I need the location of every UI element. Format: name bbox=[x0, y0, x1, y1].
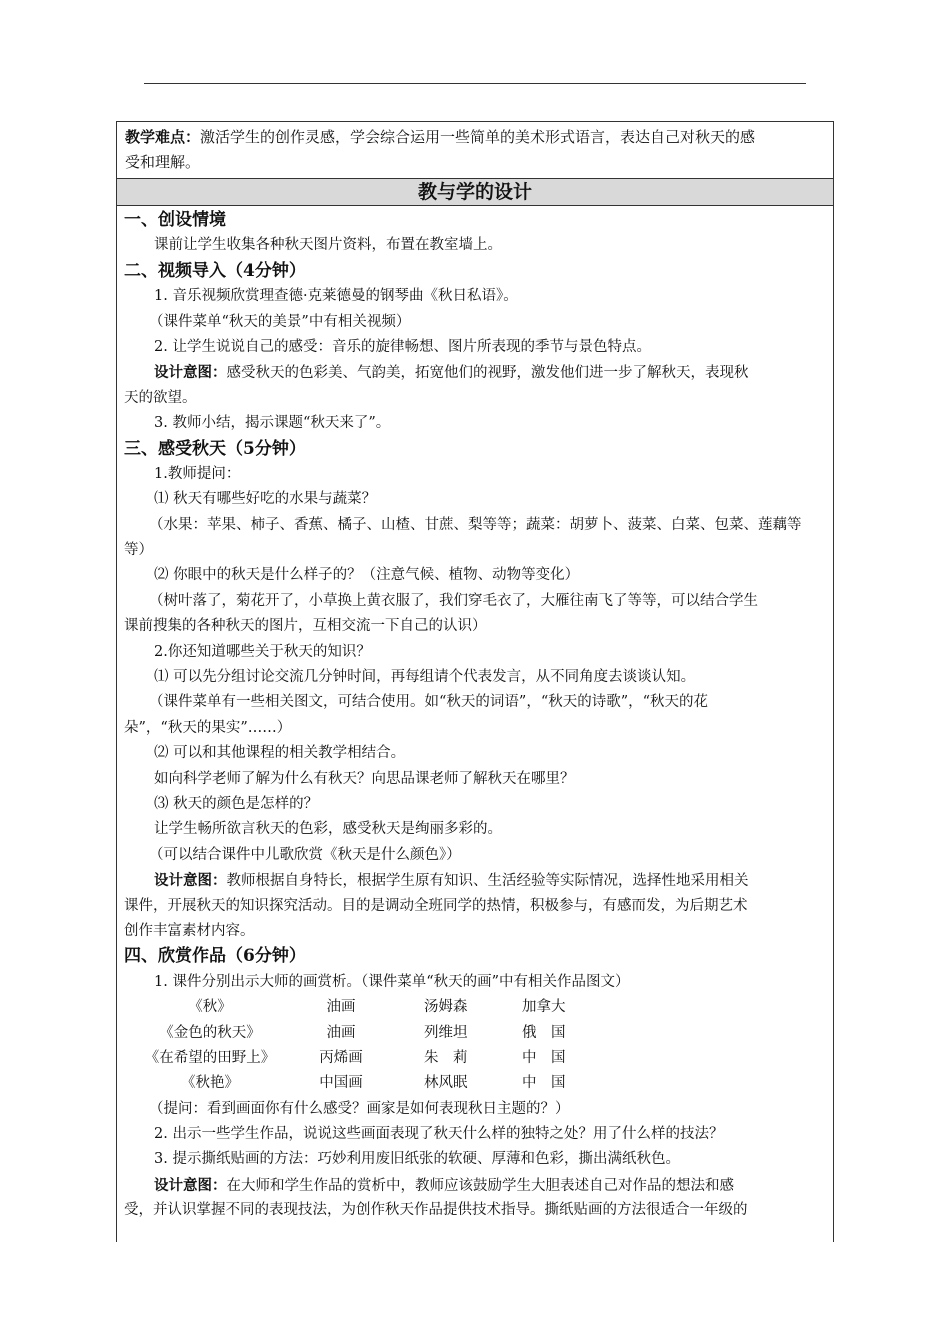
s3-line-6: （树叶落了，菊花开了，小草换上黄衣服了，我们穿毛衣了，大雁往南飞了等等，可以结合学生 bbox=[149, 592, 758, 609]
difficulty-line-1 bbox=[125, 125, 827, 150]
header-rule bbox=[144, 83, 806, 84]
artwork-row bbox=[124, 1021, 827, 1046]
artwork-country: 中 国 bbox=[522, 1075, 566, 1092]
s4-line-1: 1. 课件分别出示大师的画赏析。（课件菜单“秋天的画”中有相关作品图文） bbox=[154, 973, 630, 990]
s1-line-1: 课前让学生收集各种秋天图片资料，布置在教室墙上。 bbox=[154, 237, 502, 254]
s3-line-3: （水果：苹果、柿子、香蕉、橘子、山楂、甘蔗、梨等等；蔬菜：胡萝卜、菠菜、白菜、包菜、莲藕等 bbox=[149, 516, 802, 533]
artwork-artist: 林风眠 bbox=[424, 1075, 468, 1092]
artwork-row bbox=[124, 1046, 827, 1071]
artwork-medium: 丙烯画 bbox=[319, 1049, 363, 1066]
artwork-title: 《秋》 bbox=[188, 999, 232, 1016]
s4-line-4: 3. 提示撕纸贴画的方法：巧妙利用废旧纸张的软硬、厚薄和色彩，撕出满纸秋色。 bbox=[154, 1151, 680, 1168]
artwork-medium: 油画 bbox=[326, 999, 356, 1016]
s4-intent-line-1 bbox=[124, 1173, 827, 1198]
difficulty-text-2: 受和理解。 bbox=[125, 153, 201, 172]
s3-intent-label: 设计意图： bbox=[154, 872, 227, 890]
artwork-artist: 列维坦 bbox=[424, 1024, 468, 1041]
s3-line-15: 让学生畅所欲言秋天的色彩，感受秋天是绚丽多彩的。 bbox=[154, 821, 502, 838]
difficulty-label: 教学难点： bbox=[125, 128, 201, 146]
lesson-plan-table bbox=[116, 121, 834, 1242]
s3-line-12: ⑵ 可以和其他课程的相关教学相结合。 bbox=[154, 745, 406, 762]
artwork-title: 《在希望的田野上》 bbox=[144, 1049, 276, 1066]
artwork-country: 俄 国 bbox=[522, 1024, 566, 1041]
s3-intent-text-2: 课件，开展秋天的知识探究活动。目的是调动全班同学的热情，积极参与，有感而发，为后期艺术 bbox=[124, 897, 748, 914]
s3-line-9: ⑴ 可以先分组讨论交流几分钟时间，再每组请个代表发言，从不同角度去谈谈认知。 bbox=[154, 669, 696, 686]
s3-line-13: 如向科学老师了解为什么有秋天？向思品课老师了解秋天在哪里？ bbox=[154, 770, 575, 787]
s3-line-8: 2.你还知道哪些关于秋天的知识？ bbox=[154, 643, 371, 660]
artwork-country: 中 国 bbox=[522, 1049, 566, 1066]
design-heading: 教与学的设计 bbox=[117, 179, 833, 206]
s3-line-1: 1.教师提问： bbox=[154, 465, 241, 482]
s4-intent-label: 设计意图： bbox=[154, 1176, 227, 1194]
s2-line-2: （课件菜单“秋天的美景”中有相关视频） bbox=[149, 313, 411, 330]
section-title-4: 四、欣赏作品（6分钟） bbox=[124, 946, 306, 967]
section-title-1: 一、创设情境 bbox=[124, 210, 226, 230]
s3-intent-text-1: 教师根据自身特长，根据学生原有知识、生活经验等实际情况，选择性地采用相关 bbox=[226, 873, 749, 890]
s3-line-4: 等） bbox=[124, 542, 153, 559]
s2-intent-text-2: 天的欲望。 bbox=[124, 389, 197, 406]
artwork-artist: 汤姆森 bbox=[424, 999, 468, 1016]
artwork-title: 《金色的秋天》 bbox=[159, 1024, 261, 1041]
artwork-row bbox=[124, 1071, 827, 1096]
s2-line-1: 1. 音乐视频欣赏理查德·克莱德曼的钢琴曲《秋日私语》。 bbox=[154, 288, 518, 305]
s2-intent-line-1 bbox=[124, 360, 827, 385]
s4-intent-text-1: 在大师和学生作品的赏析中，教师应该鼓励学生大胆表述自己对作品的想法和感 bbox=[226, 1177, 734, 1194]
s4-intent-text-2: 受，并认识掌握不同的表现技法，为创作秋天作品提供技术指导。撕纸贴画的方法很适合一年级的 bbox=[124, 1202, 748, 1219]
s2-line-3: 2. 让学生说说自己的感受：音乐的旋律畅想、图片所表现的季节与景色特点。 bbox=[154, 338, 651, 355]
s3-intent-text-3: 创作丰富素材内容。 bbox=[124, 922, 255, 939]
teaching-difficulty-cell bbox=[117, 122, 833, 179]
s2-line-4: 3. 教师小结，揭示课题“秋天来了”。 bbox=[154, 415, 391, 432]
difficulty-text-1: 激活学生的创作灵感，学会综合运用一些简单的美术形式语言，表达自己对秋天的感 bbox=[200, 128, 756, 146]
artwork-country: 加拿大 bbox=[522, 999, 566, 1016]
s3-line-10: （课件菜单有一些相关图文，可结合使用。如“秋天的词语”，“秋天的诗歌”，“秋天的花 bbox=[149, 694, 709, 711]
section-title-2: 二、视频导入（4分钟） bbox=[124, 260, 306, 281]
s3-intent-line-1 bbox=[124, 868, 827, 893]
artwork-medium: 中国画 bbox=[319, 1075, 363, 1092]
artwork-title: 《秋艳》 bbox=[181, 1075, 239, 1092]
s3-line-11: 朵”，“秋天的果实”……） bbox=[124, 719, 292, 736]
s4-line-2: （提问：看到画面你有什么感受？画家是如何表现秋日主题的？） bbox=[149, 1100, 570, 1117]
artwork-artist: 朱 莉 bbox=[424, 1049, 468, 1066]
s3-line-2: ⑴ 秋天有哪些好吃的水果与蔬菜？ bbox=[154, 491, 377, 508]
s4-line-3: 2. 出示一些学生作品，说说这些画面表现了秋天什么样的独特之处？用了什么样的技法？ bbox=[154, 1126, 724, 1143]
section-title-3: 三、感受秋天（5分钟） bbox=[124, 438, 306, 459]
s3-line-14: ⑶ 秋天的颜色是怎样的？ bbox=[154, 795, 319, 812]
s3-line-7: 课前搜集的各种秋天的图片，互相交流一下自己的认识） bbox=[124, 618, 487, 635]
design-body bbox=[117, 206, 833, 1242]
s2-intent-label: 设计意图： bbox=[154, 364, 227, 382]
s2-intent-text-1: 感受秋天的色彩美、气韵美，拓宽他们的视野，激发他们进一步了解秋天，表现秋 bbox=[226, 365, 749, 382]
artwork-medium: 油画 bbox=[326, 1024, 356, 1041]
artwork-row bbox=[124, 995, 827, 1020]
s3-line-16: （可以结合课件中儿歌欣赏《秋天是什么颜色》） bbox=[149, 846, 461, 863]
s3-line-5: ⑵ 你眼中的秋天是什么样子的？（注意气候、植物、动物等变化） bbox=[154, 567, 580, 584]
